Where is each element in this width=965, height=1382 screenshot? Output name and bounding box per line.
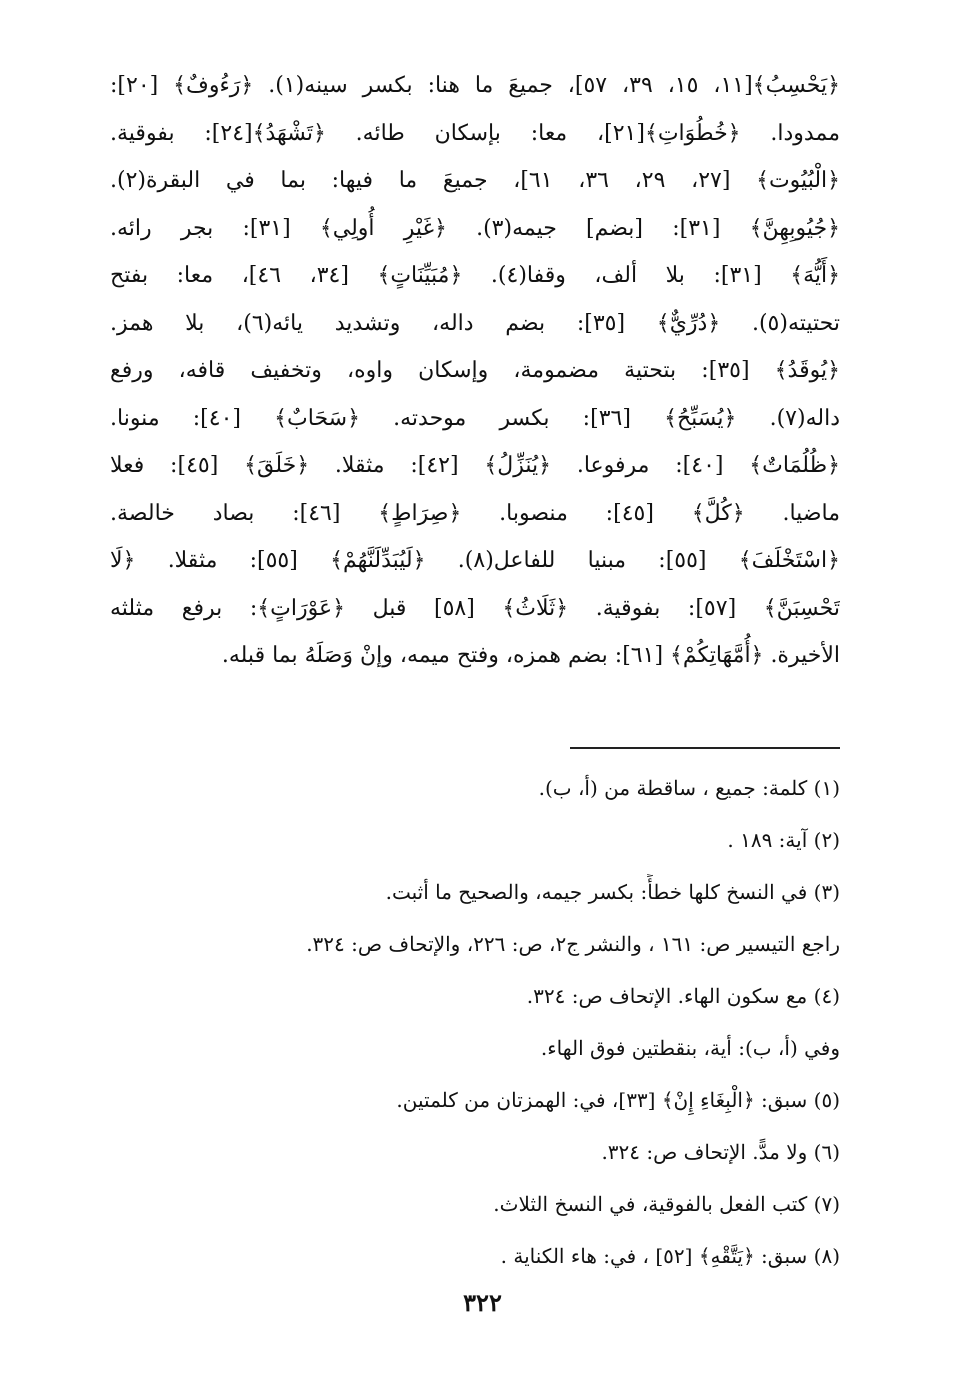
footnote-separator: [570, 747, 840, 749]
footnote-2: (٢) آية: ١٨٩ .: [727, 828, 840, 852]
text-line: ﴿اسْتَخْلَفَ﴾ [٥٥]: مبنيا للفاعل(٨). ﴿لَيُبَدِّلَنَّهُمْ﴾ [٥٥]: مثقلا. ﴿لَا: [110, 548, 840, 573]
text-line: داله(٧). ﴿يُسَبِّحُ﴾ [٣٦]: بكسر موحدته. ﴿سَحَابٌ﴾ [٤٠]: منونا.: [110, 405, 840, 431]
text-line: تَحْسِبَنَّ﴾ [٥٧]: بفوقية. ﴿ثَلَاثُ﴾ [٥٨] قبل ﴿عَوْرَاتٍ﴾: برفع مثلثه: [110, 595, 840, 621]
text-line: ﴿ظُلُمَاتٌ﴾ [٤٠]: مرفوعا. ﴿يُنَزِّلُ﴾ [٤٢]: مثقلا. ﴿خَلَقَ﴾ [٤٥]: فعلا: [110, 453, 840, 478]
text-line: ﴿جُيُوبِهِنَّ﴾ [٣١]: [بضم] جيمه(٣). ﴿غَيْرِ أُولِي﴾ [٣١]: بجر رائه.: [110, 215, 840, 241]
footnote-1: (١) كلمة: جميع ، ساقطة من (أ، ب).: [538, 776, 840, 800]
footnote-7: (٧) كتب الفعل بالفوقية، في النسخ الثلاث.: [493, 1192, 840, 1216]
footnote-6: (٦) ولا مدًّ. الإتحاف ص: ٣٢٤.: [601, 1140, 840, 1164]
footnote-3: (٣) في النسخ كلها خطأً: بكسر جيمه، والصحيح ما أثبت.: [385, 880, 840, 904]
main-text: [110, 62, 840, 680]
page-number: ٣٢٢: [463, 1288, 502, 1317]
text-line: تحتيته(٥). ﴿دُرِّيٌّ﴾ [٣٥]: بضم داله، وتشديد يائه(٦)، بلا همز.: [110, 310, 840, 336]
text-line: ﴿يُوقَدُ﴾ [٣٥]: بتحتية مضمومة، وإسكان واوه، وتخفيف قافه، ورفع: [110, 358, 840, 383]
footnotes: [110, 770, 840, 1290]
text-line: ﴿أَيُّهَ﴾ [٣١]: بلا ألف، وقفا(٤). ﴿مُبَيِّنَاتٍ﴾ [٣٤، ٤٦]، معا: بفتح: [110, 263, 840, 288]
footnote-8: (٨) سبق: ﴿يَتَّقْهِ﴾ [٥٢] ، في: هاء الكناية .: [500, 1244, 840, 1268]
footnote-3-continuation: راجع التيسير ص: ١٦١ ، والنشر ج٢، ص: ٢٢٦، والإتحاف ص: ٣٢٤.: [306, 932, 840, 956]
text-line: ﴿الْبُيُوت﴾ [٢٧، ٢٩، ٣٦، ٦١]، جميعَ ما فيها: بما في البقرة(٢).: [110, 168, 840, 193]
text-line: ممدودا. ﴿خُطُوَاتِ﴾[٢١]، معا: بإسكان طائه. ﴿تَشْهَدُ﴾[٢٤]: بفوقية.: [110, 120, 840, 146]
text-line: ماضيا. ﴿كُلَّ﴾ [٤٥]: منصوبا. ﴿صِرَاطٍ﴾ [٤٦]: بصاد خالصة.: [110, 500, 840, 526]
footnote-4-continuation: وفي (أ، ب): أية، بنقطتين فوق الهاء.: [540, 1036, 840, 1060]
footnote-5: (٥) سبق: ﴿الْبِغَاءِ إِنْ﴾ [٣٣]، في: الهمزتان من كلمتين.: [396, 1088, 840, 1112]
text-line: الأخيرة. ﴿أُمَّهَاتِكُمْ﴾ [٦١]: بضم همزه، وفتح ميمه، وإنْ وَصَلَهُ بما قبله.: [221, 643, 840, 668]
footnote-4: (٤) مع سكون الهاء. الإتحاف ص: ٣٢٤.: [526, 984, 840, 1008]
text-line: ﴿يَحْسِبُ﴾[١١، ١٥، ٣٩، ٥٧]، جميعَ ما هنا: بكسر سينه(١). ﴿رَءُوفٌ﴾ [٢٠]:: [110, 73, 840, 98]
